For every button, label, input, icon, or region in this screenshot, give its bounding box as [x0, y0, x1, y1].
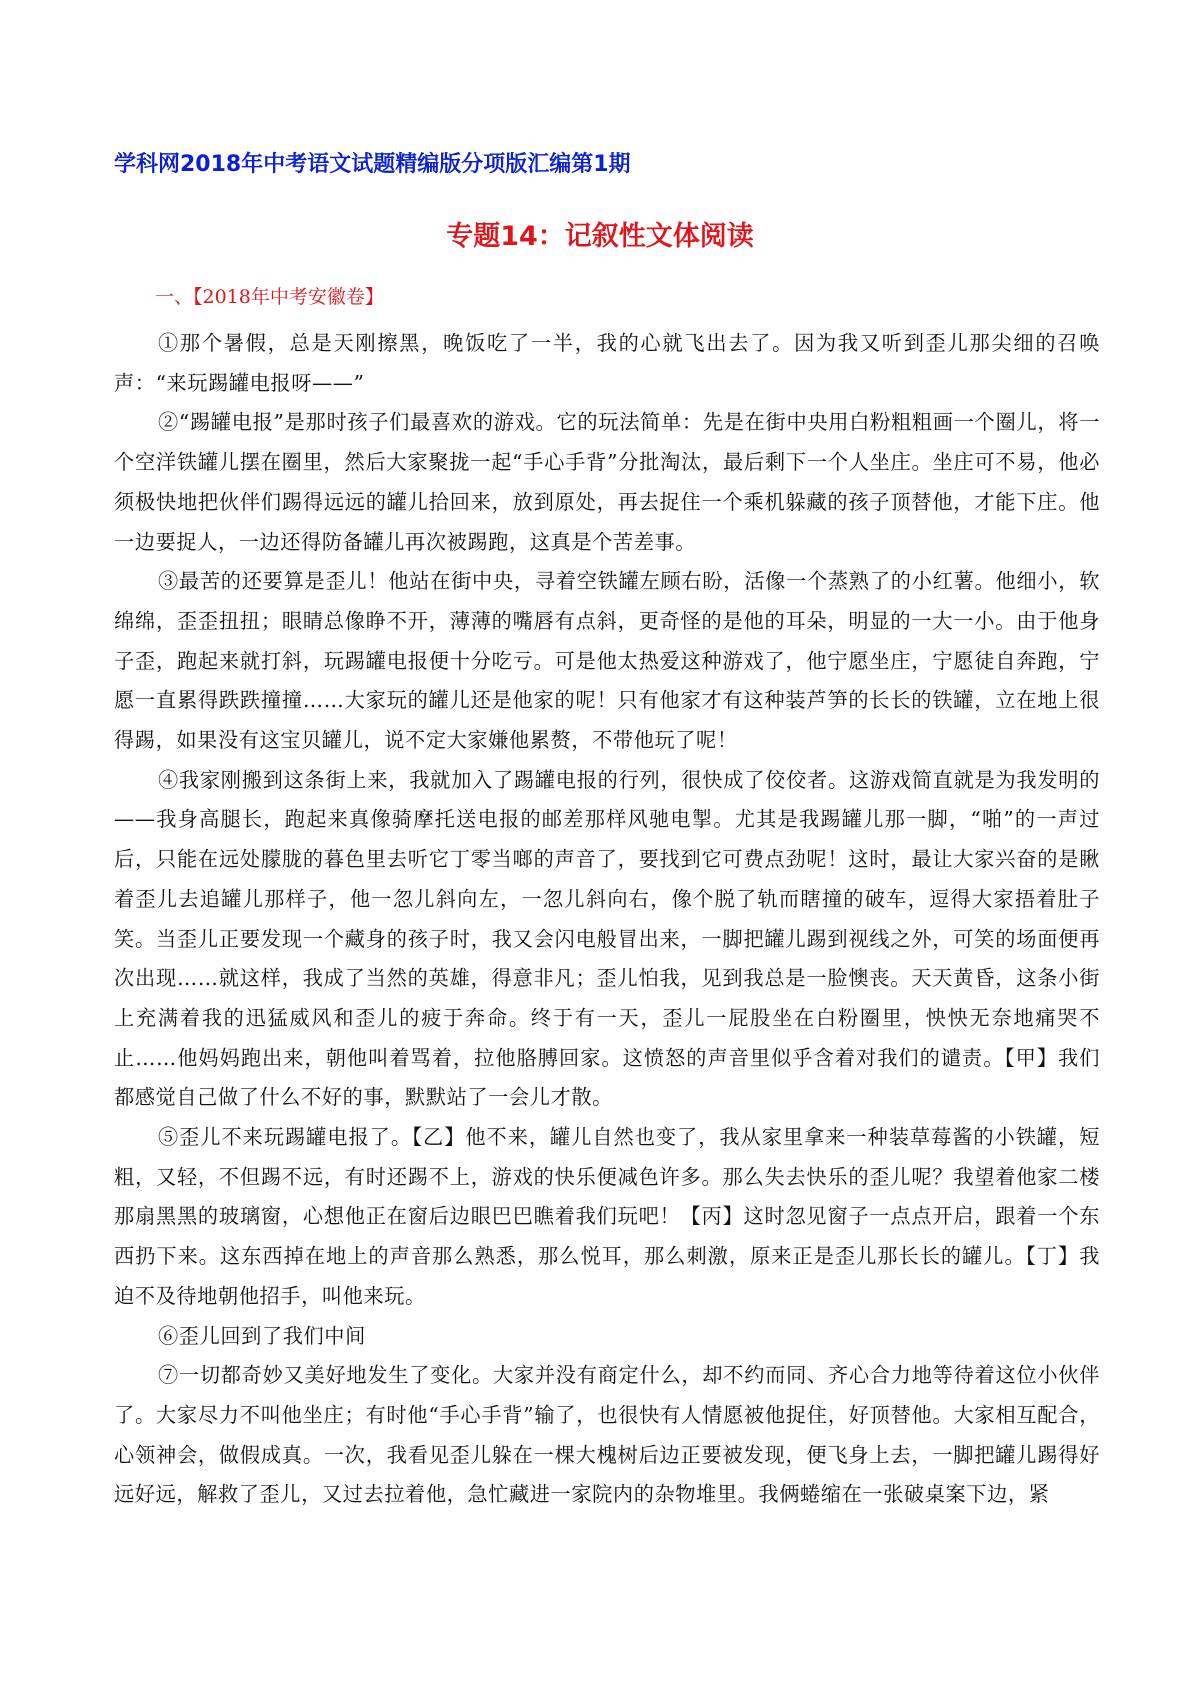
paragraph-4: ④我家刚搬到这条街上来，我就加入了踢罐电报的行列，很快成了佼佼者。这游戏简直就是为我发明的——我身高腿长，跑起来真像骑摩托送电报的邮差那样风驰电掣。尤其是我踢罐儿那一脚，“啪”的一声过后，只能在远处朦胧的暮色里去听它丁零当啷的声音了，要找到它可费点劲呢！这时，最让大家兴奋的是瞅着歪儿去追罐儿那样子，他一忽儿斜向左，一忽儿斜向右，像个脱了轨而瞎撞的破车，逗得大家捂着肚子笑。当歪儿正要发现一个藏身的孩子时，我又会闪电般冒出来，一脚把罐儿踢到视线之外，可笑的场面便再次出现……就这样，我成了当然的英雄，得意非凡；歪儿怕我，见到我总是一脸懊丧。天天黄昏，这条小街上充满着我的迅猛威风和歪儿的疲于奔命。终于有一天，歪儿一屁股坐在白粉圈里，怏怏无奈地痛哭不止……他妈妈跑出来，朝他叫着骂着，拉他胳膊回家。这愤怒的声音里似乎含着对我们的谴责。【甲】我们都感觉自己做了什么不好的事，默默站了一会儿才散。	[114, 767, 1100, 1110]
paragraph-1: ①那个暑假，总是天刚擦黑，晚饭吃了一半，我的心就飞出去了。因为我又听到歪儿那尖细的召唤声：“来玩踢罐电报呀——”	[114, 331, 1100, 395]
paragraph-6: ⑥歪儿回到了我们中间	[158, 1323, 366, 1348]
document-header: 学科网2018年中考语文试题精编版分项版汇编第1期	[114, 152, 631, 177]
document-title: 专题14：记叙性文体阅读	[446, 221, 754, 252]
section-heading: 一、【2018年中考安徽卷】	[155, 286, 384, 308]
paragraph-5: ⑤歪儿不来玩踢罐电报了。【乙】他不来，罐儿自然也变了，我从家里拿来一种装草莓酱的小铁罐，短粗，又轻，不但踢不远，有时还踢不上，游戏的快乐便减色许多。那么失去快乐的歪儿呢？我望着他家二楼那扇黑黑的玻璃窗，心想他正在窗后边眼巴巴瞧着我们玩吧！【丙】这时忽见窗子一点点开启，跟着一个东西扔下来。这东西掉在地上的声音那么熟悉，那么悦耳，那么刺激，原来正是歪儿那长长的罐儿。【丁】我迫不及待地朝他招手，叫他来玩。	[114, 1125, 1100, 1308]
article-body	[114, 324, 1100, 1515]
paragraph-3: ③最苦的还要算是歪儿！他站在街中央，寻着空铁罐左顾右盼，活像一个蒸熟了的小红薯。他细小，软绵绵，歪歪扭扭；眼睛总像睁不开，薄薄的嘴唇有点斜，更奇怪的是他的耳朵，明显的一大一小。由于他身子歪，跑起来就打斜，玩踢罐电报便十分吃亏。可是他太热爱这种游戏了，他宁愿坐庄，宁愿徒自奔跑，宁愿一直累得跌跌撞撞……大家玩的罐儿还是他家的呢！只有他家才有这种装芦笋的长长的铁罐，立在地上很得踢，如果没有这宝贝罐儿，说不定大家嫌他累赘，不带他玩了呢！	[114, 569, 1100, 753]
paragraph-7: ⑦一切都奇妙又美好地发生了变化。大家并没有商定什么，却不约而同、齐心合力地等待着这位小伙伴了。大家尽力不叫他坐庄；有时他“手心手背”输了，也很快有人情愿被他捉住，好顶替他。大家相互配合，心领神会，做假成真。一次，我看见歪儿躲在一棵大槐树后边正要被发现，便飞身上去，一脚把罐儿踢得好远好远，解救了歪儿，又过去拉着他，急忙藏进一家院内的杂物堆里。我俩蜷缩在一张破桌案下边，紧	[114, 1363, 1100, 1507]
paragraph-2: ②“踢罐电报”是那时孩子们最喜欢的游戏。它的玩法简单：先是在街中央用白粉粗粗画一个圈儿，将一个空洋铁罐儿摆在圈里，然后大家聚拢一起“手心手背”分批淘汰，最后剩下一个人坐庄。坐庄可不易，他必须极快地把伙伴们踢得远远的罐儿拾回来，放到原处，再去捉住一个乘机躲藏的孩子顶替他，才能下庄。他一边要捉人，一边还得防备罐儿再次被踢跑，这真是个苦差事。	[114, 410, 1100, 554]
